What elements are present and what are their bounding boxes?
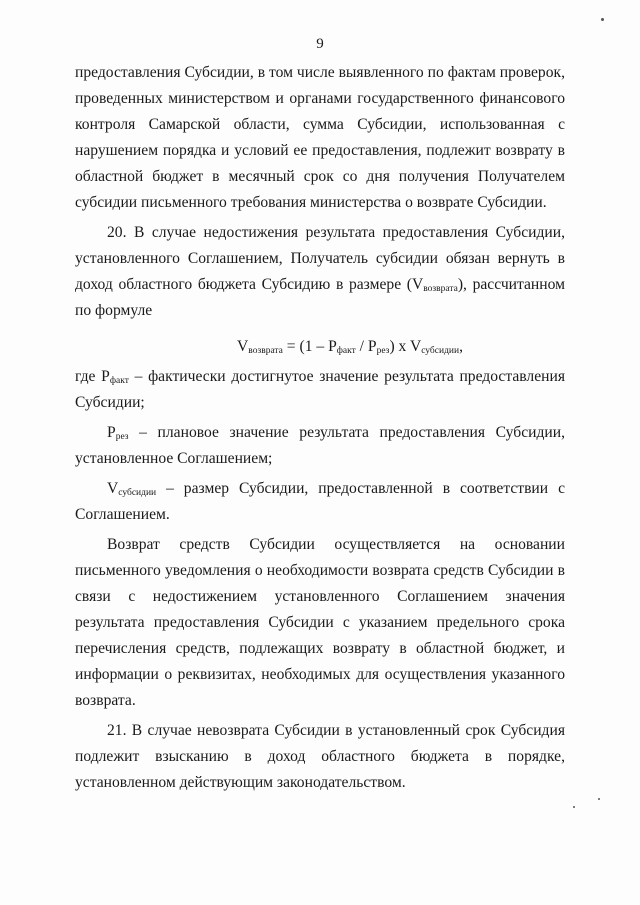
paragraph-20-text-a: 20. В случае недостижения результата предоставления Субсидии, установленного Соглашением, Получатель субсидии обязан вернуть в доход областного бюджета Субсидию в размере (V [75, 224, 565, 293]
formula-open: = (1 – P [282, 338, 337, 355]
definition-p-fact-b: – фактически достигнутое значение результата предоставления Субсидии; [75, 368, 566, 411]
formula [75, 334, 565, 360]
paragraph-20-subscript: возврата [423, 284, 458, 294]
definition-v-subsidy-subscript: субсидии [118, 488, 157, 498]
definition-p-fact-a: где P [75, 368, 110, 385]
page-number: 9 [316, 36, 324, 52]
definition-p-fact [75, 364, 565, 416]
paragraph-21: 21. В случае невозврата Субсидии в установленный срок Субсидия подлежит взысканию в доход областного бюджета в порядке, установленном действующим законодательством. [75, 722, 565, 791]
formula-subsidy-subscript: субсидии [421, 346, 460, 356]
paragraph-20 [75, 220, 565, 324]
formula-v-subscript: возврата [248, 346, 283, 356]
definition-p-rez [75, 420, 565, 472]
definition-p-rez-b: – плановое значение результата предоставления Субсидии, установленное Соглашением; [75, 424, 565, 467]
definition-p-fact-subscript: факт [109, 376, 129, 386]
scan-speck [601, 18, 604, 21]
formula-fact-subscript: факт [336, 346, 356, 356]
definition-v-subsidy [75, 476, 565, 528]
formula-divide: / P [355, 338, 377, 355]
definition-v-subsidy-b: – размер Субсидии, предоставленной в соответствии с Соглашением. [75, 480, 565, 523]
paragraph-return-procedure: Возврат средств Субсидии осуществляется на основании письменного уведомления о необходимости возврата средств Субсидии в связи с недостижением установленного Соглашением значения результата предоставления Субсидии с указанием предельного срока перечисления средств, подлежащих возврату в областной бюджет, и информации о реквизитах, необходимых для осуществления указанного возврата. [75, 536, 565, 709]
definition-p-rez-a: P [107, 424, 116, 441]
scan-speck [573, 806, 575, 808]
paragraph-20-text-b: ), рассчитанном по формуле [75, 276, 565, 319]
formula-v: V [237, 338, 249, 355]
formula-comma: , [459, 338, 463, 355]
formula-times: ) x V [389, 338, 422, 355]
formula-rez-subscript: рез [376, 346, 390, 356]
definition-v-subsidy-a: V [107, 480, 119, 497]
scan-speck [598, 798, 600, 800]
paragraph-return-violation: предоставления Субсидии, в том числе выявленного по фактам проверок, проведенных министерством и органами государственного финансового контроля Самарской области, сумма Субсидии, использованная с нарушением порядка и условий ее предоставления, подлежит возврату в областной бюджет в месячный срок со дня получения Получателем субсидии письменного требования министерства о возврате Субсидии. [75, 64, 565, 211]
definition-p-rez-subscript: рез [115, 432, 129, 442]
document-body [75, 60, 565, 796]
